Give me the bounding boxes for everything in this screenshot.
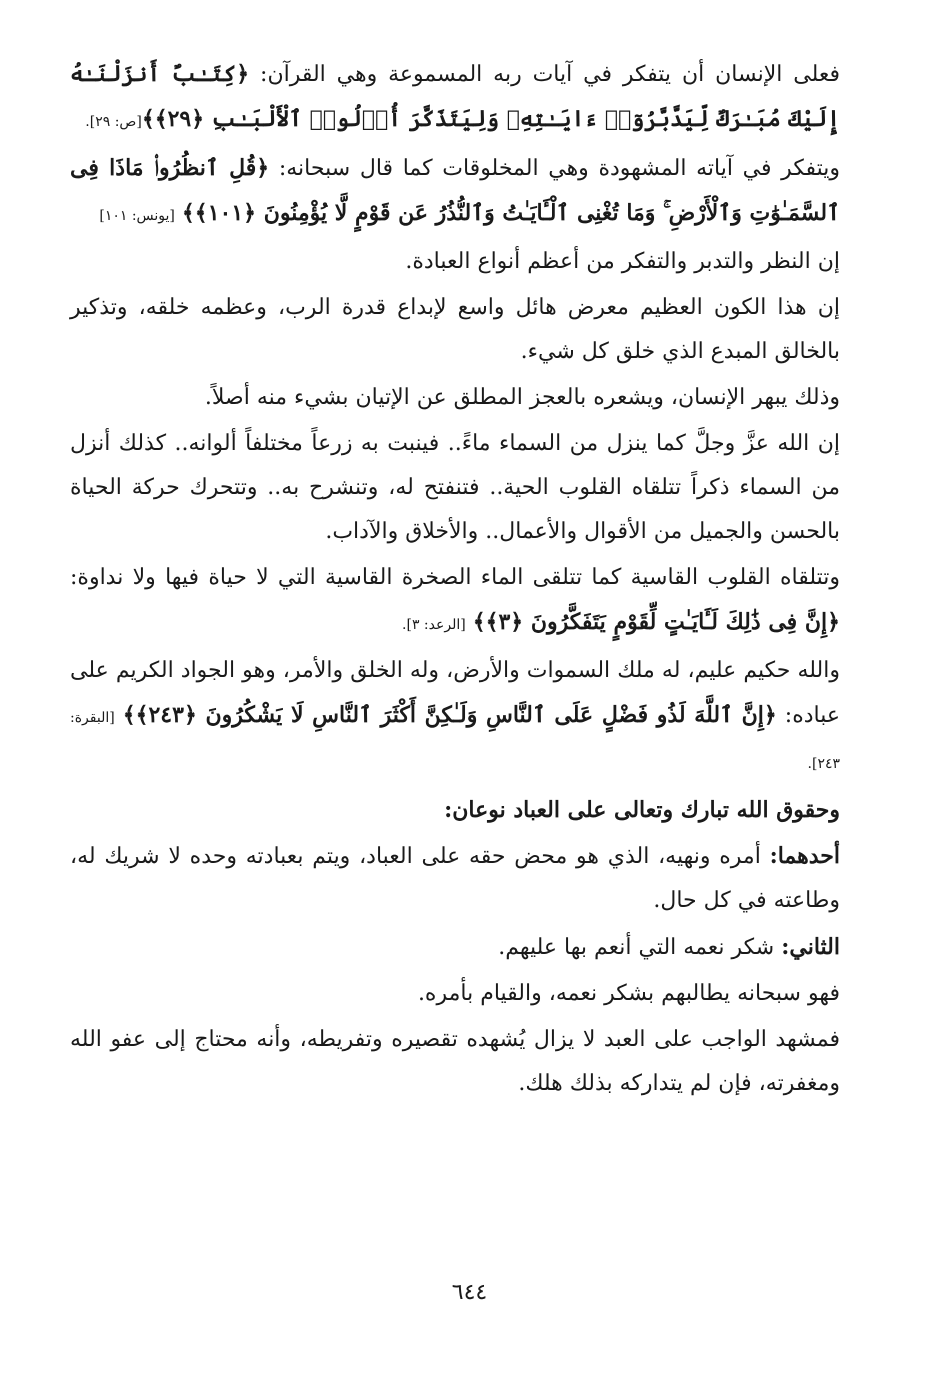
verse-reference: [البقرة: ٢٤٣]. <box>70 710 840 772</box>
section-heading: وحقوق الله تبارك وتعالى على العباد نوعان: <box>444 797 840 823</box>
closing-paragraph-2: فمشهد الواجب على العبد لا يزال يُشهده تقصيره وتفريطه، وأنه محتاج إلى عفو الله ومغفرته، فإن لم يتداركه بذلك هلك. <box>70 1027 840 1096</box>
list-item-first <box>70 834 840 923</box>
item-text: أمره ونهيه، الذي هو محض حقه على العباد، ويتم بعبادته وحده لا شريك له، وطاعته في كل حال. <box>70 844 840 913</box>
paragraph-6 <box>70 422 840 554</box>
paragraph-text: وذلك يبهر الإنسان، ويشعره بالعجز المطلق عن الإتيان بشيء منه أصلاً. <box>204 385 840 410</box>
page-body <box>70 52 840 1108</box>
quran-verse: ﴿كِتَـٰبٌ أَنزَلْنَـٰهُ إِلَيْكَ مُبَـٰرَكٌ لِّيَدَّبَّرُوٓا۟ ءَايَـٰتِهِۦ وَلِيَتَذَكَّرَ أُو۟لُوا۟ ٱلْأَلْبَـٰبِ ﴿٢٩﴾﴾ <box>70 61 840 132</box>
paragraph-3 <box>70 240 840 284</box>
paragraph-2 <box>70 146 840 238</box>
paragraph-7 <box>70 556 840 647</box>
paragraph-text: فعلى الإنسان أن يتفكر في آيات ربه المسموعة وهي القرآن: <box>249 62 840 87</box>
item-label: الثاني: <box>781 934 840 960</box>
closing-paragraph-1: فهو سبحانه يطالبهم بشكر نعمه، والقيام بأمره. <box>417 981 840 1006</box>
item-label: أحدهما: <box>769 843 840 869</box>
page-number: ٦٤٤ <box>451 1280 488 1305</box>
verse-reference: [ص: ٢٩]. <box>85 114 142 130</box>
paragraph-text: والله حكيم عليم، له ملك السموات والأرض، وله الخلق والأمر، وهو الجواد الكريم على عباده: <box>70 658 840 728</box>
paragraph-text: إن النظر والتدبر والتفكر من أعظم أنواع العبادة. <box>405 249 840 274</box>
paragraph-text: إن الله عزَّ وجلَّ كما ينزل من السماء ماءً.. فينبت به زرعاً مختلفاً ألوانه.. كذلك أنزل من السماء ذكراً تتلقاه القلوب الحية.. فتنفتح له، وتنشرح به.. وتتحرك حركة الحياة بالحسن والجميل من الأقوال والأعمال.. والأخلاق والآداب. <box>70 431 840 544</box>
list-item-second <box>70 925 840 970</box>
paragraph-text: ويتفكر في آياته المشهودة وهي المخلوقات كما قال سبحانه: <box>269 156 840 181</box>
paragraph-1 <box>70 52 840 144</box>
verse-reference: [الرعد: ٣]. <box>402 617 466 633</box>
quran-verse: ﴿إِنَّ ٱللَّهَ لَذُو فَضْلٍ عَلَى ٱلنَّاسِ وَلَـٰكِنَّ أَكْثَرَ ٱلنَّاسِ لَا يَشْكُرُونَ ﴿٢٤٣﴾﴾ <box>122 702 777 728</box>
paragraph-5 <box>70 376 840 420</box>
verse-reference: [يونس: ١٠١] <box>99 208 175 224</box>
quran-verse: ﴿قُلِ ٱنظُرُوا۟ مَاذَا فِى ٱلسَّمَـٰوَٰتِ وَٱلْأَرْضِ ۚ وَمَا تُغْنِى ٱلْـَٔايَـٰتُ وَٱلنُّذُرُ عَن قَوْمٍ لَّا يُؤْمِنُونَ ﴿١٠١﴾﴾ <box>70 155 840 226</box>
item-text: شكر نعمه التي أنعم بها عليهم. <box>498 935 782 960</box>
paragraph-8 <box>70 649 840 786</box>
paragraph-text: إن هذا الكون العظيم معرض هائل واسع لإبداع قدرة الرب، وعظمه خلقه، وتذكير بالخالق المبدع الذي خلق كل شيء. <box>70 295 840 364</box>
paragraph-4 <box>70 286 840 374</box>
paragraph-text: وتتلقاه القلوب القاسية كما تتلقى الماء الصخرة القاسية التي لا حياة فيها ولا نداوة: <box>70 565 840 590</box>
quran-verse: ﴿إِنَّ فِى ذَٰلِكَ لَـَٔايَـٰتٍ لِّقَوْمٍ يَتَفَكَّرُونَ ﴿٣﴾﴾ <box>472 609 840 635</box>
